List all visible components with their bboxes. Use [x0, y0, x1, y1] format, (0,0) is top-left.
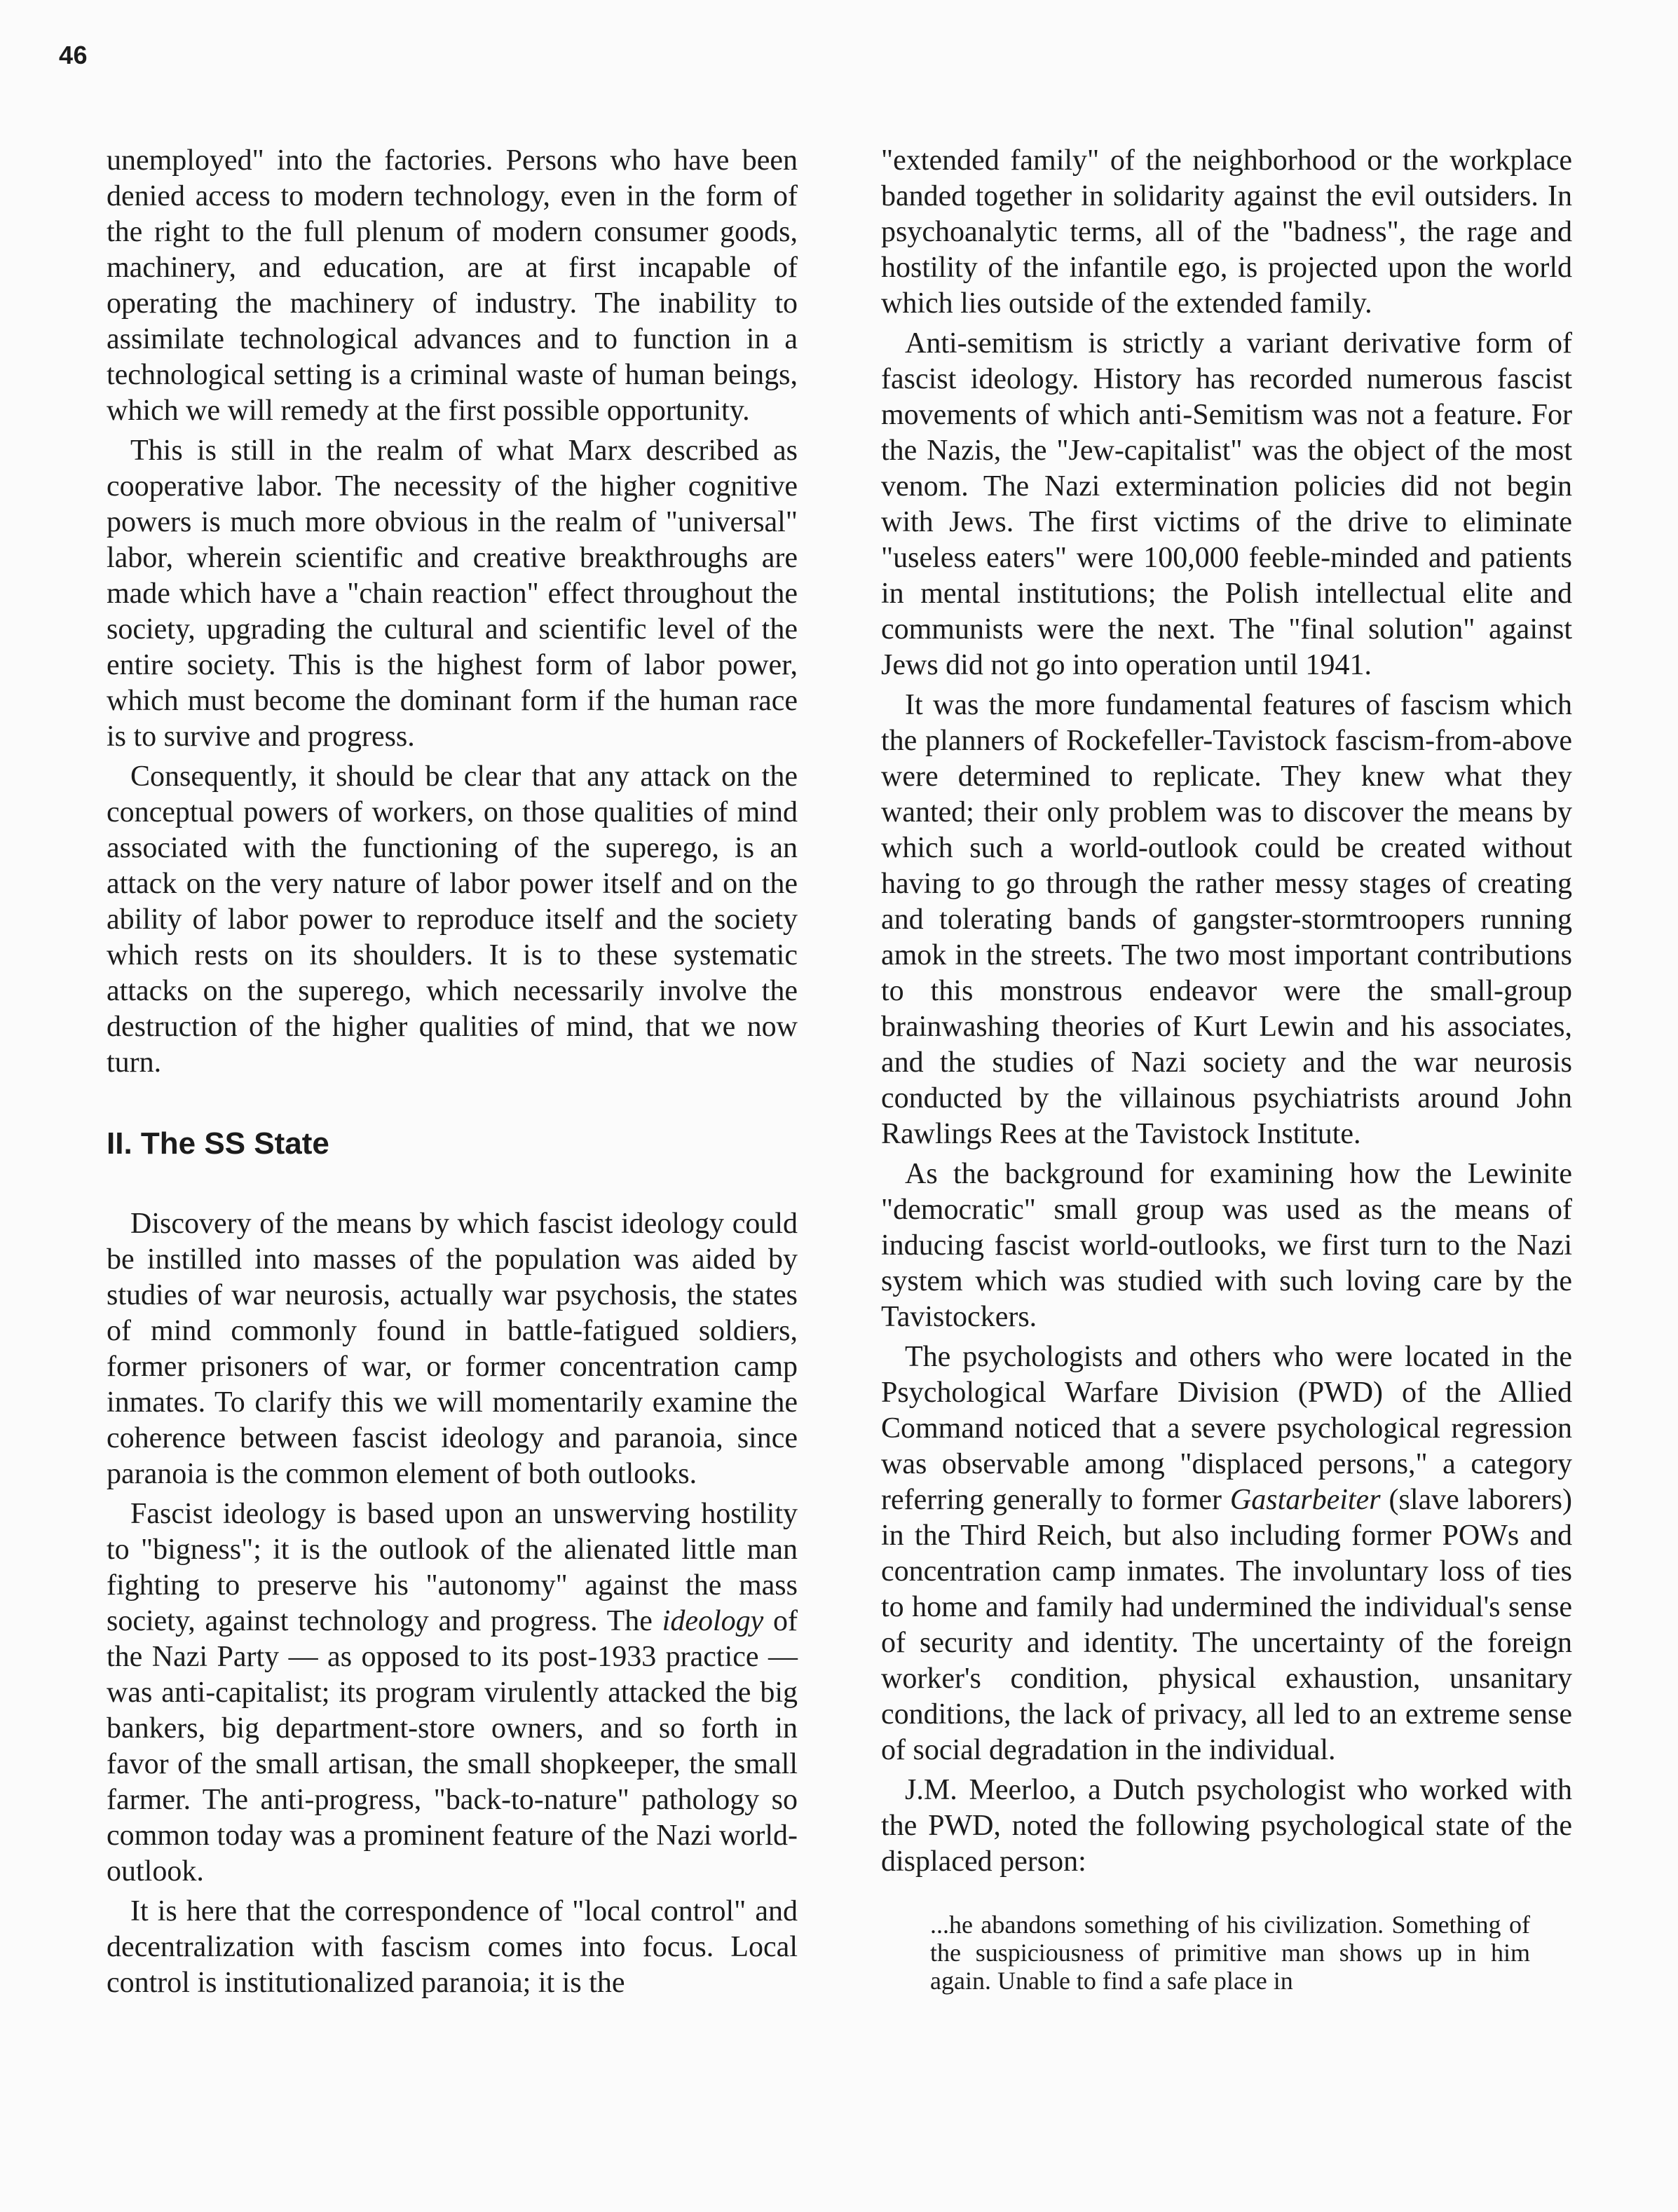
- page-number: 46: [59, 41, 88, 69]
- paragraph-text: of the Nazi Party — as opposed to its post-1933 practice — was anti-capitalist; its program virulently attacked the big bankers, big department-store owners, and so forth in favor of the small artisan, the small shopkeeper, the small farmer. The anti-progress, "back-to-nature" pathology so common today was a prominent feature of the Nazi world-outlook.: [107, 1605, 798, 1887]
- paragraph: This is still in the realm of what Marx described as cooperative labor. The necessity of the higher cognitive powers is much more obvious in the realm of "universal" labor, wherein scientific and creative breakthroughs are made which have a "chain reaction" effect throughout the society, upgrading the cultural and scientific level of the entire society. This is the highest form of labor power, which must become the dominant form if the human race is to survive and progress.: [107, 435, 798, 753]
- paragraph: Discovery of the means by which fascist ideology could be instilled into masses of the population was aided by studies of war neurosis, actually war psychosis, the states of mind commonly found in battle-fatigued soldiers, former prisoners of war, or former concentration camp inmates. To clarify this we will momentarily examine the coherence between fascist ideology and paranoia, since paranoia is the common element of both outlooks.: [107, 1208, 798, 1490]
- paragraph: "extended family" of the neighborhood or the workplace banded together in solidarity against the evil outsiders. In psychoanalytic terms, all of the "badness", the rage and hostility of the infantile ego, is projected upon the world which lies outside of the extended family.: [881, 144, 1572, 320]
- paragraph: Anti-semitism is strictly a variant derivative form of fascist ideology. History has recorded numerous fascist movements of which anti-Semitism was not a feature. For the Nazis, the "Jew-capitalist" was the object of the most venom. The Nazi extermination policies did not begin with Jews. The first victims of the drive to eliminate "useless eaters" were 100,000 feeble-minded and patients in mental institutions; the Polish intellectual elite and communists were the next. The "final solution" against Jews did not go into operation until 1941.: [881, 327, 1572, 681]
- paragraph: [881, 1339, 1572, 1768]
- left-column: [107, 143, 798, 2005]
- paragraph-text: The psychologists and others who were located in the Psychological Warfare Division (PWD) of the Allied Command noticed that a severe psychological regression was observable among "displaced persons," a category referring generally to former: [881, 1341, 1572, 1516]
- paragraph: It was the more fundamental features of fascism which the planners of Rockefeller-Tavistock fascism-from-above were determined to replicate. They knew what they wanted; their only problem was to discover the means by which such a world-outlook could be created without having to go through the rather messy stages of creating and tolerating bands of gangster-stormtroopers running amok in the streets. The two most important contributions to this monstrous endeavor were the small-group brainwashing theories of Kurt Lewin and his associates, and the studies of Nazi society and the war neurosis conducted by the villainous psychiatrists around John Rawlings Rees at the Tavistock Institute.: [881, 689, 1572, 1150]
- section-heading: II. The SS State: [107, 1126, 329, 1161]
- paragraph: J.M. Meerloo, a Dutch psychologist who worked with the PWD, noted the following psychological state of the displaced person:: [881, 1774, 1572, 1878]
- emphasized-word: ideology: [662, 1605, 764, 1637]
- foreign-term: Gastarbeiter: [1229, 1484, 1381, 1516]
- paragraph: [107, 1496, 798, 1890]
- block-quote: ...he abandons something of his civilization. Something of the suspiciousness of primitive man shows up in him again. Unable to find a safe place in: [930, 1911, 1530, 1995]
- paragraph-text: (slave laborers) in the Third Reich, but also including former POWs and concentration camp inmates. The involuntary loss of ties to home and family had undermined the individual's sense of security and identity. The uncertainty of the foreign worker's condition, physical exhaustion, unsanitary conditions, the lack of privacy, all led to an extreme sense of social degradation in the individual.: [881, 1484, 1572, 1766]
- paragraph: unemployed" into the factories. Persons who have been denied access to modern technology, even in the form of the right to the full plenum of modern consumer goods, machinery, and education, are at first incapable of operating the machinery of industry. The inability to assimilate technological advances and to function in a technological setting is a criminal waste of human beings, which we will remedy at the first possible opportunity.: [107, 144, 798, 427]
- right-column: [881, 143, 1572, 1995]
- paragraph: Consequently, it should be clear that any attack on the conceptual powers of workers, on those qualities of mind associated with the functioning of the superego, is an attack on the very nature of labor power itself and on the ability of labor power to reproduce itself and the society which rests on its shoulders. It is to these systematic attacks on the superego, which necessarily involve the destruction of the higher qualities of mind, that we now turn.: [107, 760, 798, 1079]
- paragraph: It is here that the correspondence of "local control" and decentralization with fascism comes into focus. Local control is institutionalized paranoia; it is the: [107, 1895, 798, 1999]
- paragraph-text: Fascist ideology is based upon an unswerving hostility to "bigness"; it is the outlook of the alienated little man fighting to preserve his "autonomy" against the mass society, against technology and progress. The: [107, 1498, 798, 1637]
- paragraph: As the background for examining how the Lewinite "democratic" small group was used as the means of inducing fascist world-outlooks, we first turn to the Nazi system which was studied with such loving care by the Tavistockers.: [881, 1158, 1572, 1333]
